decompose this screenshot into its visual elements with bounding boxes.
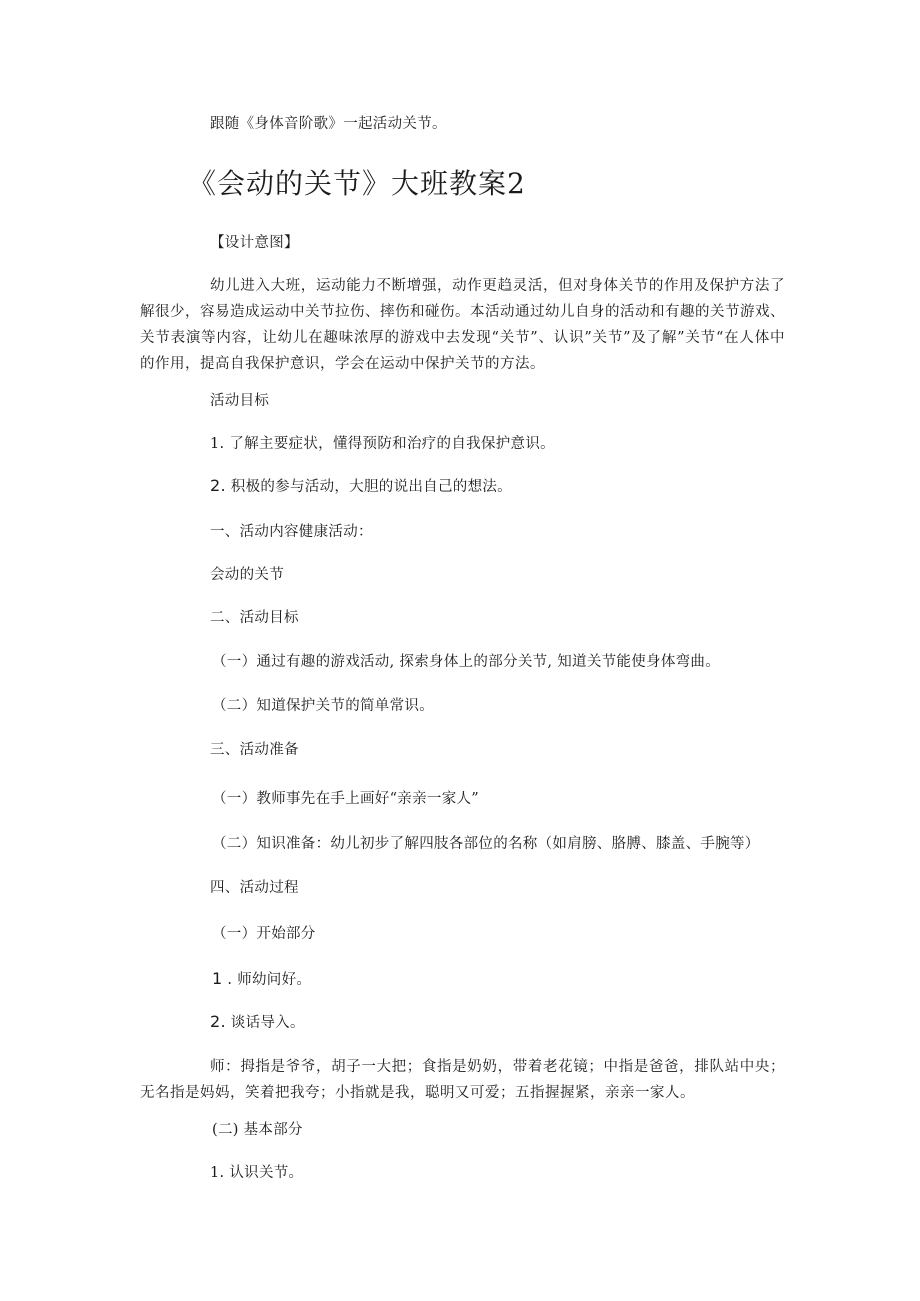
step-2-text: 谈话导入。 (225, 1015, 305, 1031)
section-3-item-b: （二）知识准备：幼儿初步了解四肢各部位的名称（如肩膀、胳膊、膝盖、手腕等） (212, 836, 760, 852)
section-1-heading: 一、活动内容健康活动： (210, 524, 373, 540)
intro-line: 跟随《身体音阶歌》一起活动关节。 (210, 116, 447, 132)
section-4-heading: 四、活动过程 (210, 880, 299, 896)
goals-heading: 活动目标 (210, 393, 270, 409)
section-2-item-a: （一）通过有趣的游戏活动, 探索身体上的部分关节, 知道关节能使身体弯曲。 (212, 654, 721, 670)
step-b-1: 1. 认识关节。 (210, 1165, 304, 1181)
step-1-number: 1 (212, 969, 223, 988)
goal-item-2-text: 积极的参与活动，大胆的说出自己的想法。 (225, 479, 512, 495)
step-2 (210, 1012, 305, 1033)
goal-item-2-number: 2. (210, 476, 226, 495)
rhyme-paragraph: 师：拇指是爷爷，胡子一大把；食指是奶奶，带着老花镜；中指是爸爸，排队站中央；无名指是妈妈，笑着把我夸；小指就是我，聪明又可爱；五指握握紧，亲亲一家人。 (140, 1059, 785, 1101)
section-3-heading: 三、活动准备 (210, 742, 299, 758)
section-4-item-b: (二) 基本部分 (212, 1122, 303, 1138)
goal-item-2 (210, 476, 512, 497)
section-1-content: 会动的关节 (210, 567, 284, 583)
section-3-item-a: （一）教师事先在手上画好“亲亲一家人” (212, 791, 480, 807)
design-intent-heading: 【设计意图】 (210, 235, 299, 251)
step-1-text: . 师幼问好。 (222, 972, 312, 988)
section-2-item-b: （二）知道保护关节的简单常识。 (212, 698, 434, 714)
step-2-number: 2. (210, 1012, 226, 1031)
page-title: 《会动的关节》大班教案2 (188, 167, 526, 200)
step-1 (212, 969, 311, 990)
section-2-heading: 二、活动目标 (210, 610, 299, 626)
section-4-item-a: （一）开始部分 (212, 926, 316, 942)
goal-item-1: 1. 了解主要症状，懂得预防和治疗的自我保护意识。 (210, 436, 555, 452)
design-intent-paragraph: 幼儿进入大班，运动能力不断增强，动作更趋灵活，但对身体关节的作用及保护方法了解很少，容易造成运动中关节拉伤、摔伤和碰伤。本活动通过幼儿自身的活动和有趣的关节游戏、关节表演等内容，让幼儿在趣味浓厚的游戏中去发现“关节”、认识”关节”及了解”关节“在人体中的作用，提高自我保护意识，学会在运动中保护关节的方法。 (140, 278, 785, 372)
